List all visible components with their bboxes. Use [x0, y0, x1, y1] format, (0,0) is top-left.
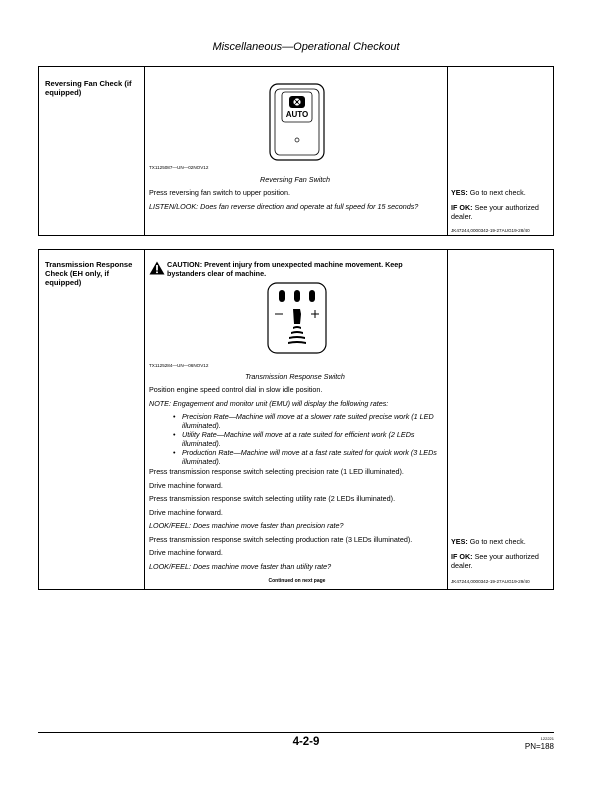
step: Drive machine forward.	[149, 548, 223, 557]
figure-id: TX1125087—UN—02NOV12	[149, 165, 209, 170]
section-title: Transmission Response Check (EH only, if equipped)	[45, 260, 133, 287]
note: NOTE: Engagement and monitor unit (EMU) will display the following rates:	[149, 399, 389, 408]
ifok-text: See your authorized dealer.	[451, 203, 539, 221]
yes-result	[451, 537, 551, 546]
reversing-fan-switch-image	[269, 83, 325, 161]
yes-text: Go to next check.	[469, 537, 526, 546]
yes-text: Go to next check.	[469, 188, 526, 197]
rate-item: • Precision Rate—Machine will move at a slower rate suited precise work (1 LED illuminated).	[172, 412, 444, 430]
continued-label: Continued on next page	[268, 578, 326, 584]
rate-item: • Utility Rate—Machine will move at a rate suited for efficient work (2 LEDs illuminated).	[172, 430, 444, 448]
step-1: Press reversing fan switch to upper position.	[149, 188, 291, 197]
caution-text: CAUTION: Prevent injury from unexpected machine movement. Keep bystanders clear of machine.	[167, 260, 403, 278]
rates-list	[172, 412, 444, 466]
ifok-result	[451, 552, 551, 570]
ifok-label: IF OK:	[451, 203, 473, 212]
ifok-text: See your authorized dealer.	[451, 552, 539, 570]
reversing-fan-check-section	[38, 66, 554, 236]
page-header: Miscellaneous—Operational Checkout	[212, 41, 400, 53]
step: Drive machine forward.	[149, 508, 223, 517]
footer-rule	[38, 732, 554, 733]
page-number: 4-2-9	[292, 736, 320, 748]
warning-icon	[149, 261, 165, 275]
ifok-label: IF OK:	[451, 552, 473, 561]
reference-code: JK47244,0000342-19-27AUG19-29/40	[451, 579, 530, 584]
step: Drive machine forward.	[149, 481, 223, 490]
intro-step: Position engine speed control dial in slow idle position.	[149, 385, 323, 394]
reference-code: JK47244,0000342-19-27AUG19-28/40	[451, 228, 530, 233]
figure-caption: Reversing Fan Switch	[260, 175, 330, 184]
yes-result	[451, 188, 551, 197]
figure-id: TX1125284—UN—06NOV12	[149, 363, 209, 368]
transmission-response-check-section	[38, 249, 554, 590]
switch-label: AUTO	[285, 110, 309, 119]
rate-item: • Production Rate—Machine will move at a fast rate suited for quick work (3 LEDs illuminated).	[172, 448, 444, 466]
step: Press transmission response switch selecting production rate (3 LEDs illuminated).	[149, 535, 413, 544]
part-number: PN=188	[524, 742, 554, 751]
section-title: Reversing Fan Check (if equipped)	[45, 79, 132, 97]
step: LOOK/FEEL: Does machine move faster than utility rate?	[149, 562, 332, 571]
step: Press transmission response switch selecting utility rate (2 LEDs illuminated).	[149, 494, 396, 503]
transmission-response-switch-image	[267, 282, 327, 354]
step-2: LISTEN/LOOK: Does fan reverse direction and operate at full speed for 15 seconds?	[149, 202, 419, 211]
step: LOOK/FEEL: Does machine move faster than precision rate?	[149, 521, 344, 530]
yes-label: YES:	[451, 188, 468, 197]
figure-caption: Transmission Response Switch	[245, 372, 345, 381]
yes-label: YES:	[451, 537, 468, 546]
step: Press transmission response switch selecting precision rate (1 LED illuminated).	[149, 467, 404, 476]
footer-code: 122221	[540, 736, 554, 741]
ifok-result	[451, 203, 551, 221]
